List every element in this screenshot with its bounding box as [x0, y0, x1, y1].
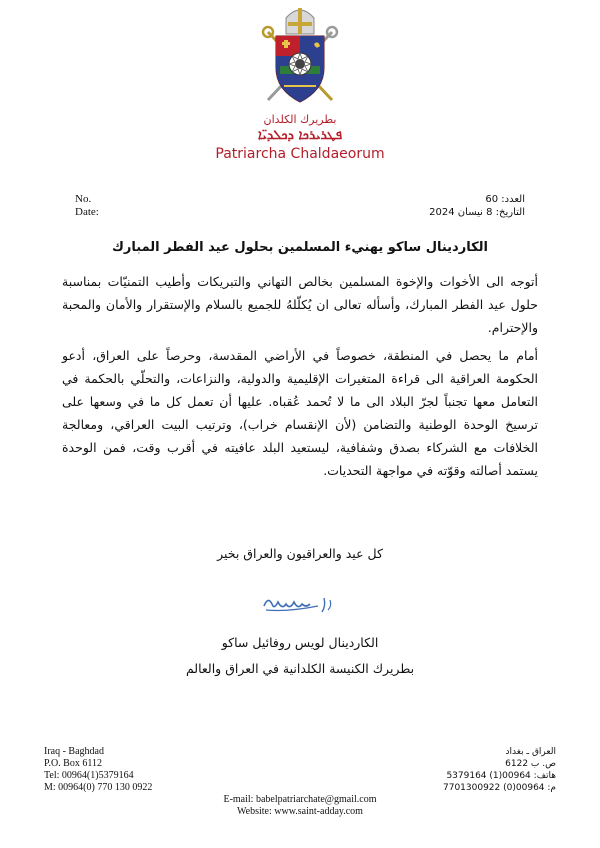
closing-line: كل عيد والعراقيون والعراق بخير — [217, 546, 383, 561]
header-arabic-name: بطريرك الكلدان — [263, 113, 337, 126]
footer-left-line: Iraq - Baghdad — [44, 746, 104, 757]
footer-right — [443, 746, 556, 794]
footer-right-line: العراق ـ بغداد — [505, 747, 556, 757]
footer-left-line: Tel: 00964(1)5379164 — [44, 770, 134, 781]
signer-block — [0, 630, 600, 682]
footer-right-line: هاتف: 00964(1) 5379164 — [446, 771, 556, 781]
signer-name: الكاردينال لويس روفائيل ساكو — [221, 635, 379, 650]
footer-center — [0, 794, 600, 818]
footer-left-line: P.O. Box 6112 — [44, 758, 102, 769]
no-label: No. — [75, 193, 92, 205]
footer-left-line: M: 00964(0) 770 130 0922 — [44, 782, 153, 793]
header-syriac-name: ܦܛܪܝܪܟܐ ܕܟܠܕܝ̈ܐ — [257, 128, 343, 143]
footer-email: E-mail: babelpatriarchate@gmail.com — [223, 794, 377, 805]
signature-icon — [258, 590, 348, 620]
letter-number: العدد: 60 — [485, 194, 525, 205]
footer-website: Website: www.saint-adday.com — [237, 806, 363, 817]
letter-date: التاريخ: 8 نيسان 2024 — [429, 207, 525, 218]
letter-title: الكاردينال ساكو يهنيء المسلمين بحلول عيد الفطر المبارك — [112, 240, 488, 255]
paragraph-2: أمام ما يحصل في المنطقة، خصوصاً في الأراضي المقدسة، وحرصاً على العراق، أدعو الحكومة العراقية الى قراءة المتغيرات الإقليمية والدولية، والنزاعات، والتحلّي بالحكمة في التعامل معها تجنباً لجرّ البلاد الى ما لا تُحمد عُقباه. عليها أن تعمل كل ما في وسعها على ترسيخ الوحدة الوطنية والتضامن (لأن الإنقسام خراب)، وترتيب البيت العراقي، ومعالجة الخلافات مع الشركاء بصدق وشفافية، ليستعيد البلد عافيته في أقرب وقت، فمن الوحدة يستمد أصالته وقوّته في مواجهة التحديات. — [62, 348, 538, 478]
meta-left — [75, 193, 99, 219]
header-latin-name: Patriarcha Chaldaeorum — [215, 146, 385, 162]
coat-of-arms-icon — [258, 4, 342, 108]
footer-right-line: م: 00964(0) 7701300922 — [443, 783, 556, 793]
meta-right — [429, 193, 525, 219]
footer-right-line: ص. ب 6122 — [505, 759, 556, 769]
paragraph-1: أتوجه الى الأخوات والإخوة المسلمين بخالص التهاني والتبريكات وأطيب التمنيّات بمناسبة حلول عيد الفطر المبارك، وأسأله تعالى ان يُكلّلهُ للجميع بالسلام والإستقرار والأمان والمحبة والإحترام. — [62, 274, 538, 335]
signer-position: بطريرك الكنيسة الكلدانية في العراق والعالم — [185, 661, 415, 676]
date-label: Date: — [75, 206, 99, 218]
footer-left — [44, 746, 152, 794]
